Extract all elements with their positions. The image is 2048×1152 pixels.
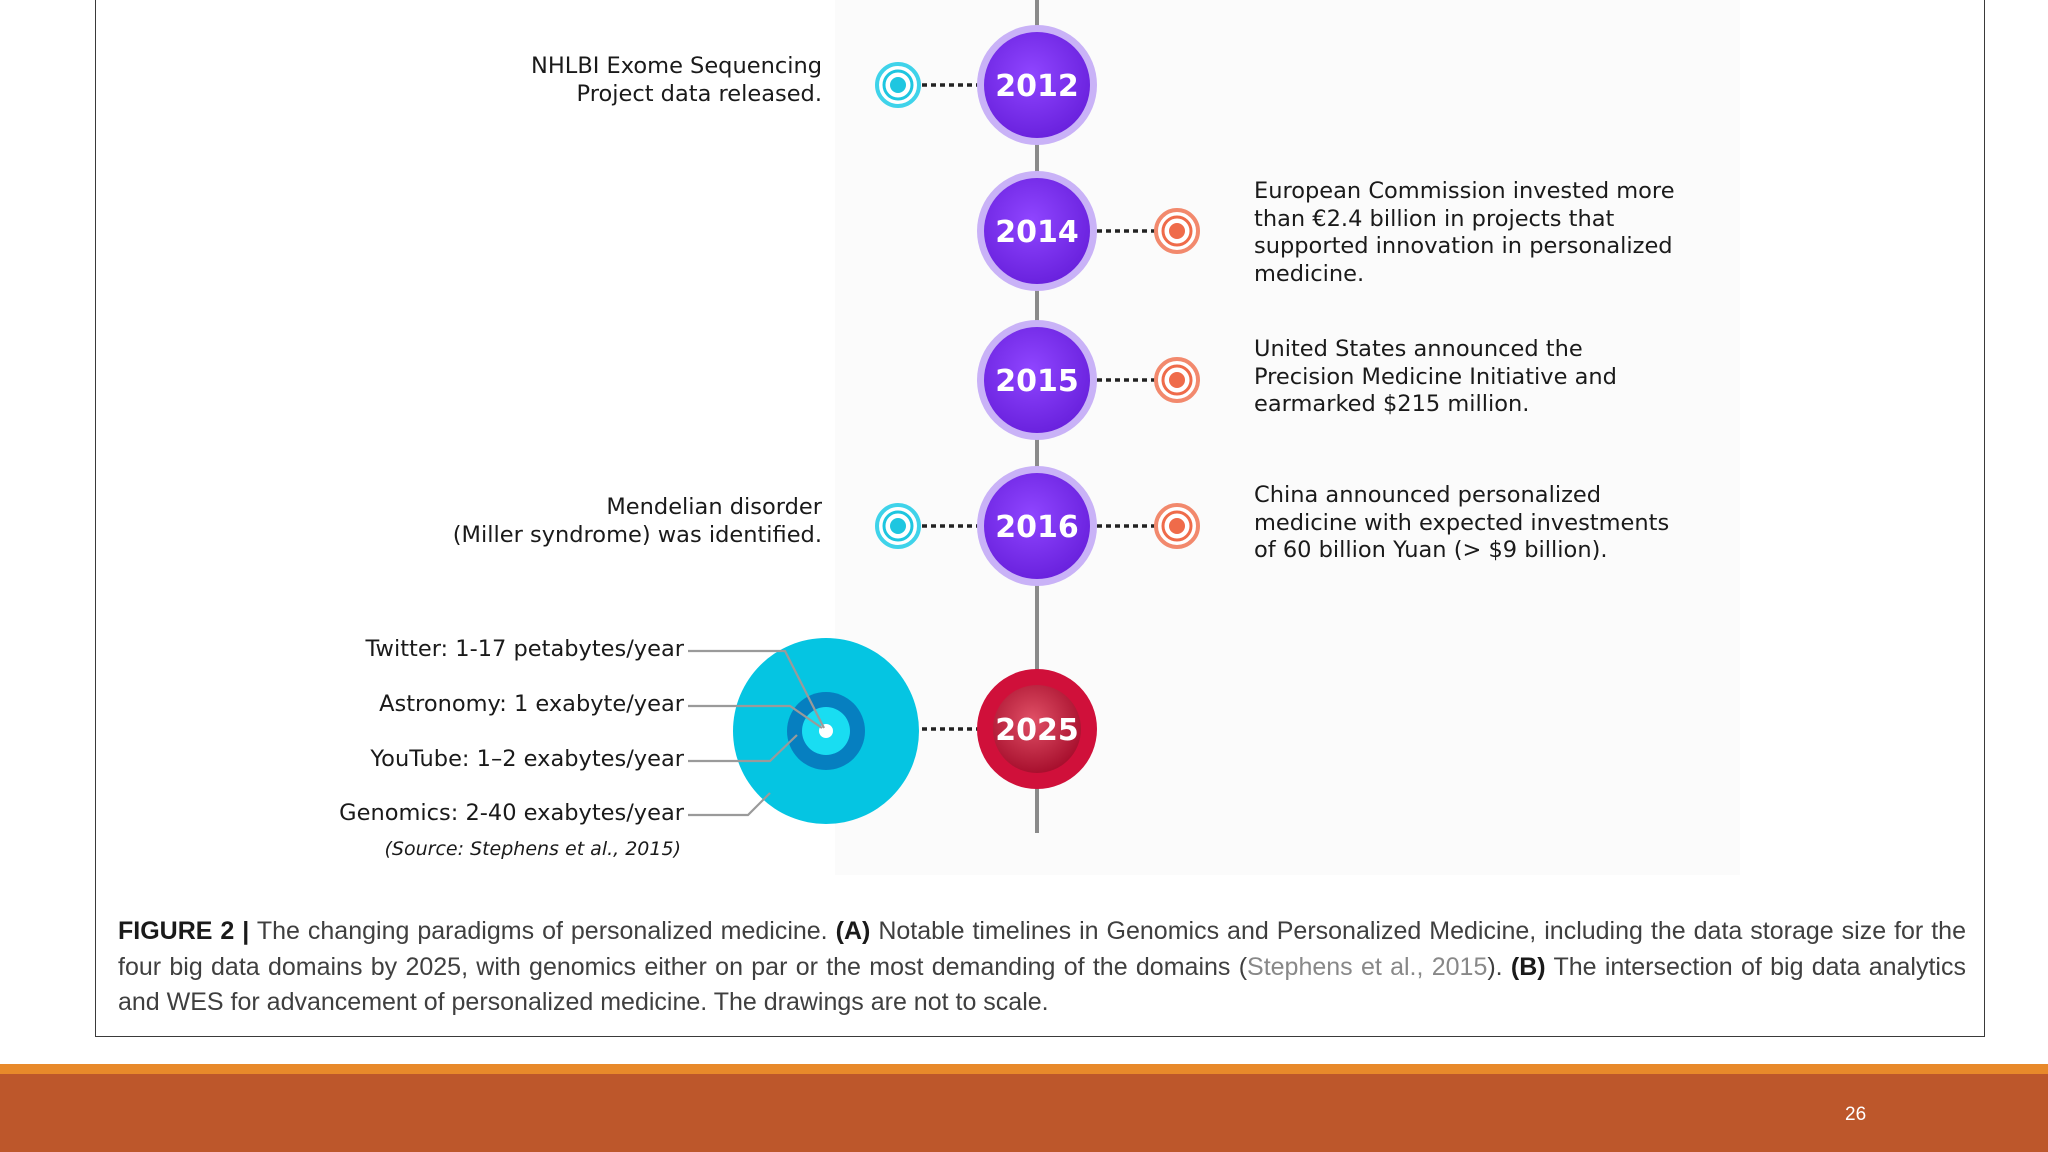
- year-label-2025: 2025: [995, 713, 1079, 748]
- orange-marker-icon: [1156, 210, 1198, 252]
- year-label-2014: 2014: [995, 215, 1079, 250]
- event-note-2012: NHLBI Exome Sequencing Project data released.: [531, 53, 822, 107]
- caption-reference-link[interactable]: Stephens et al., 2015: [1247, 952, 1488, 981]
- orange-marker-icon: [1156, 505, 1198, 547]
- caption-part-a: (A): [835, 917, 871, 945]
- year-node-2012: [977, 25, 1097, 145]
- event-note-2015: United States announced the Precision Medicine Initiative and earmarked $215 million.: [1254, 336, 1617, 417]
- caption-text: ).: [1487, 952, 1511, 981]
- source-note: (Source: Stephens et al., 2015): [384, 838, 681, 860]
- caption-text: The changing paradigms of personalized medicine.: [249, 917, 836, 945]
- storage-label-genomics: Genomics: 2-40 exabytes/year: [339, 800, 684, 826]
- year-node-2014: [977, 171, 1097, 291]
- caption-part-b: (B): [1510, 952, 1546, 981]
- cyan-marker-icon: [877, 505, 919, 547]
- cyan-marker-icon: [877, 64, 919, 106]
- storage-label-astronomy: Astronomy: 1 exabyte/year: [379, 691, 684, 717]
- caption-text: Notable timelines in Genomics and Personalized Medicine, including the data storage size for the four big data domains by 2025, with genomics either on par or the most demanding of the domains (: [118, 917, 1966, 981]
- event-note-2016-left: Mendelian disorder (Miller syndrome) was identified.: [452, 494, 822, 548]
- event-note-2016-right: China announced personalized medicine with expected investments of 60 billion Yuan (> $9 billion).: [1254, 482, 1670, 563]
- year-label-2012: 2012: [995, 69, 1079, 104]
- footer-accent-line: [0, 1064, 2048, 1074]
- year-label-2016: 2016: [995, 510, 1079, 545]
- caption-text: The intersection of big data analytics and WES for advancement of personalized medicine. The drawings are not to scale.: [118, 952, 1966, 1016]
- year-node-2015: [977, 320, 1097, 440]
- orange-marker-icon: [1156, 359, 1198, 401]
- year-label-2015: 2015: [995, 364, 1079, 399]
- caption-figure-label: FIGURE 2 |: [118, 917, 250, 945]
- year-node-2016: [977, 466, 1097, 586]
- footer-bar: [0, 1074, 2048, 1152]
- page-number: 26: [1845, 1104, 1867, 1125]
- figure-caption: [118, 914, 1966, 1021]
- data-storage-bubble: [733, 638, 919, 824]
- event-note-2014: European Commission invested more than €2.4 billion in projects that supported innovation in personalized medicine.: [1254, 178, 1675, 287]
- year-node-2025: [977, 669, 1097, 789]
- storage-label-twitter: Twitter: 1-17 petabytes/year: [365, 636, 684, 662]
- storage-label-youtube: YouTube: 1–2 exabytes/year: [370, 746, 684, 772]
